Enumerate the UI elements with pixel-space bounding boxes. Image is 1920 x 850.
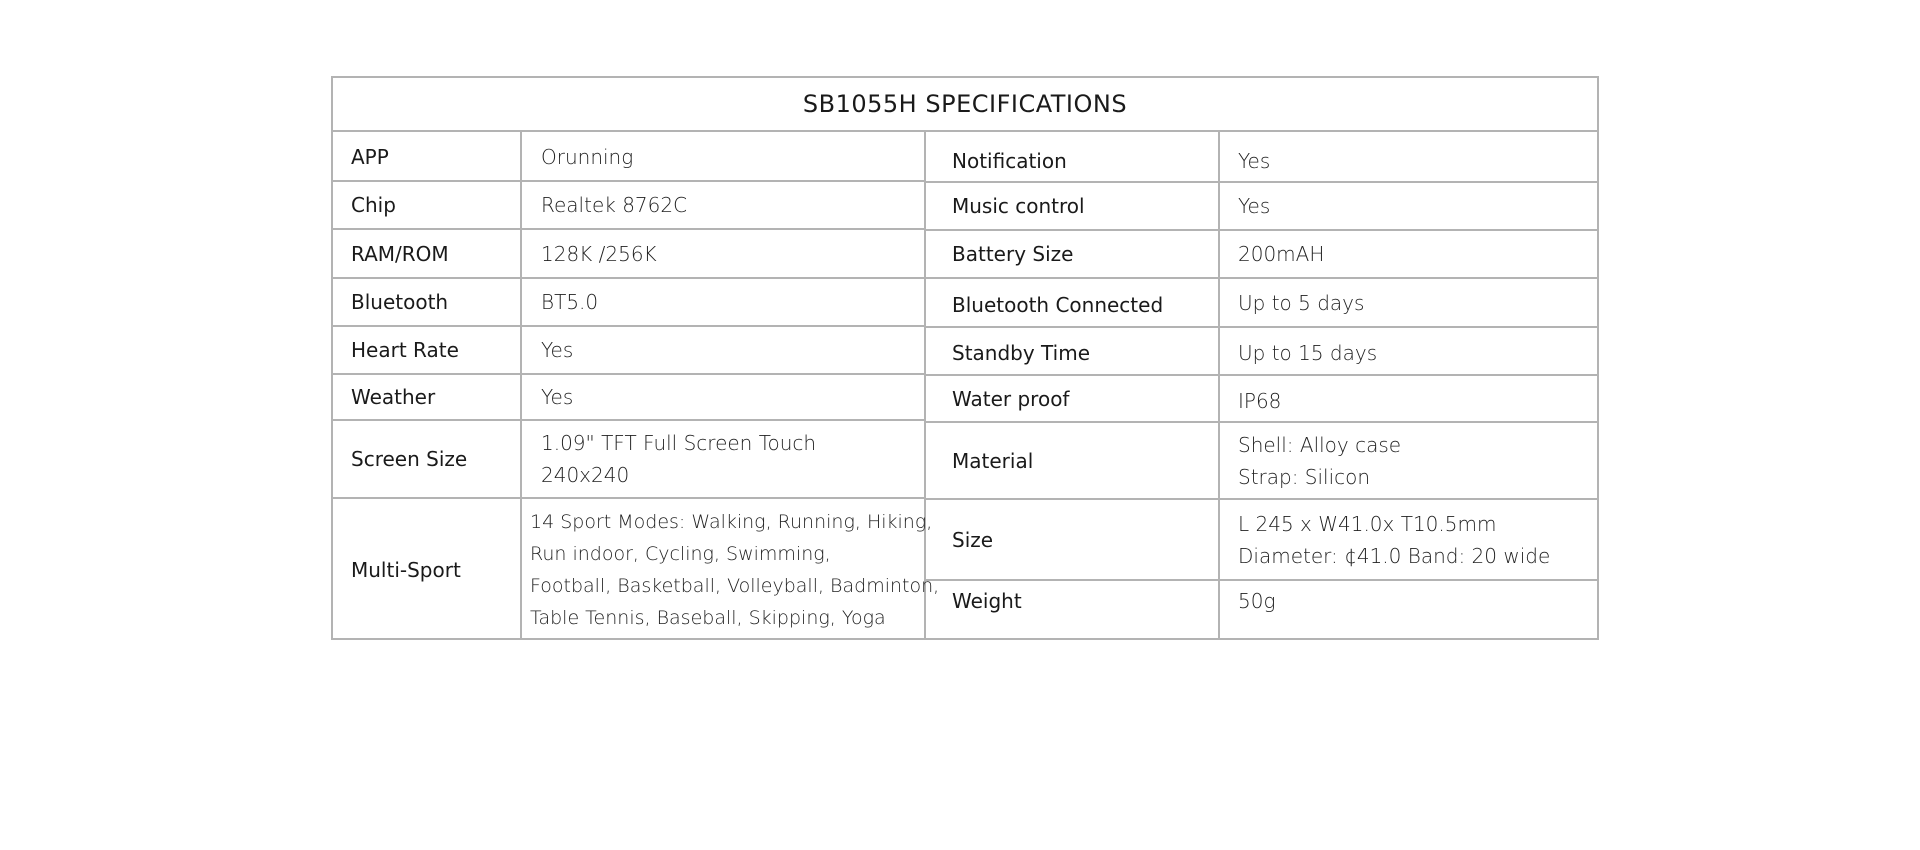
- spec-value-notification: Yes: [1238, 148, 1271, 173]
- value-line: 14 Sport Modes: Walking, Running, Hiking,: [530, 510, 933, 533]
- spec-label-music-control: Music control: [952, 194, 1085, 218]
- spec-label-standby-time: Standby Time: [952, 341, 1090, 365]
- spec-value-multi-sport: [530, 499, 939, 640]
- spec-value-heart-rate: Yes: [541, 338, 574, 362]
- spec-value-weight: 50g: [1238, 589, 1276, 613]
- value-line: Strap: Silicon: [1238, 464, 1371, 489]
- value-line: Run indoor, Cycling, Swimming,: [530, 542, 831, 565]
- value-line: 1.09" TFT Full Screen Touch: [541, 431, 817, 455]
- spec-value-bluetooth-connected: Up to 5 days: [1238, 290, 1365, 315]
- spec-label-weather: Weather: [351, 385, 436, 409]
- grid-line: [1218, 132, 1220, 640]
- spec-label-screen-size: Screen Size: [351, 447, 468, 471]
- spec-value-chip: Realtek 8762C: [541, 193, 688, 217]
- spec-value-size: [1238, 500, 1550, 579]
- spec-value-app: Orunning: [541, 145, 634, 169]
- spec-label-battery-size: Battery Size: [952, 242, 1074, 266]
- spec-label-water-proof: Water proof: [952, 386, 1070, 411]
- value-line: 240x240: [541, 463, 630, 487]
- value-line: L 245 x W41.0x T10.5mm: [1238, 511, 1497, 536]
- value-line: Football, Basketball, Volleyball, Badminton,: [530, 574, 940, 597]
- value-line: Shell: Alloy case: [1238, 432, 1402, 457]
- spec-label-heart-rate: Heart Rate: [351, 338, 459, 362]
- grid-line: [520, 132, 522, 640]
- spec-label-material: Material: [952, 448, 1034, 473]
- spec-value-music-control: Yes: [1238, 194, 1271, 218]
- spec-title: SB1055H SPECIFICATIONS: [333, 78, 1597, 132]
- spec-label-notification: Notification: [952, 148, 1067, 173]
- spec-value-bluetooth: BT5.0: [541, 290, 599, 314]
- spec-value-standby-time: Up to 15 days: [1238, 341, 1378, 365]
- spec-label-ram-rom: RAM/ROM: [351, 241, 449, 266]
- spec-value-water-proof: IP68: [1238, 388, 1282, 413]
- spec-label-chip: Chip: [351, 193, 396, 217]
- spec-value-weather: Yes: [541, 385, 574, 409]
- spec-label-bluetooth: Bluetooth: [351, 290, 449, 314]
- spec-label-size: Size: [952, 527, 994, 552]
- spec-value-ram-rom: 128K /256K: [541, 241, 657, 266]
- spec-label-multi-sport: Multi-Sport: [351, 557, 461, 582]
- spec-table: [331, 76, 1599, 640]
- spec-value-screen-size: [541, 421, 816, 497]
- value-line: Diameter: ¢41.0 Band: 20 wide: [1238, 543, 1551, 568]
- spec-value-material: [1238, 423, 1401, 498]
- spec-value-battery-size: 200mAH: [1238, 242, 1325, 266]
- spec-label-weight: Weight: [952, 589, 1022, 613]
- spec-label-app: APP: [351, 145, 389, 169]
- spec-label-bluetooth-connected: Bluetooth Connected: [952, 292, 1164, 317]
- value-line: Table Tennis, Baseball, Skipping, Yoga: [530, 606, 886, 629]
